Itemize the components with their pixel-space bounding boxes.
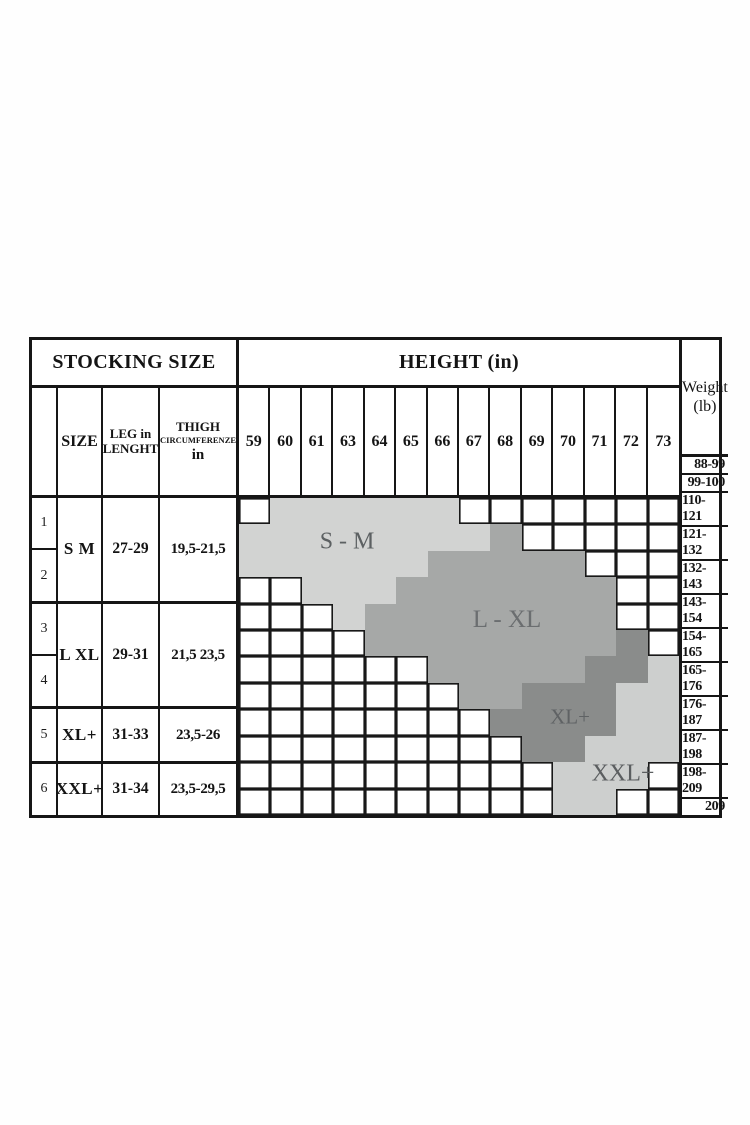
grid-cell (396, 762, 427, 788)
grid-cell (365, 789, 396, 815)
height-column-header: 59 (239, 388, 270, 495)
grid-cell (396, 551, 427, 577)
weight-cell: 110-121 (682, 493, 728, 527)
thigh-header-line2: CIRCUMFERENZE (160, 434, 237, 445)
grid-cell (616, 577, 647, 603)
grid-cell (616, 498, 647, 524)
grid-cell (239, 656, 270, 682)
size-group-rows (32, 495, 236, 815)
grid-cell (302, 630, 333, 656)
leg-length-cell: 27-29 (103, 498, 160, 601)
grid-cell (365, 762, 396, 788)
thigh-header-line3: in (191, 446, 205, 463)
grid-cell (365, 630, 396, 656)
thigh-header-line1: THIGH (175, 419, 221, 435)
weight-cell: 99-100 (682, 475, 728, 493)
grid-cell (302, 604, 333, 630)
grid-cell (428, 498, 459, 524)
grid-cell (490, 630, 521, 656)
weight-cell: 209 (705, 799, 725, 814)
grid-cell (553, 577, 584, 603)
row-number-cell: 5 (40, 727, 48, 742)
grid-cell (522, 577, 553, 603)
size-group-row (32, 764, 236, 815)
weight-cell: 165-176 (682, 663, 728, 697)
grid-cell (490, 762, 521, 788)
weight-cell: 121-132 (682, 527, 728, 561)
grid-cell (648, 604, 679, 630)
height-column-headers (239, 388, 679, 495)
leg-length-cell: 31-34 (103, 764, 160, 815)
grid-cell (490, 551, 521, 577)
weight-cell: 143-154 (682, 595, 728, 629)
height-column-header: 69 (522, 388, 553, 495)
grid-cell (490, 524, 521, 550)
grid-cell (616, 604, 647, 630)
grid-cell (459, 656, 490, 682)
grid-cell (270, 762, 301, 788)
row-number-cells (32, 604, 58, 707)
grid-cell (239, 762, 270, 788)
grid-cell (522, 524, 553, 550)
grid-cell (522, 656, 553, 682)
grid-cell (428, 736, 459, 762)
grid-cell (333, 577, 364, 603)
grid-cell (459, 524, 490, 550)
weight-cell: 187-198 (682, 731, 728, 765)
weight-cell: 176-187 (682, 697, 728, 731)
grid-cell (585, 736, 616, 762)
grid-cell (302, 577, 333, 603)
grid-cell (616, 789, 647, 815)
grid-cell (553, 604, 584, 630)
grid-cell (396, 683, 427, 709)
grid-cell (648, 683, 679, 709)
grid-cell (428, 604, 459, 630)
size-column-header: SIZE (58, 388, 103, 495)
height-header: HEIGHT (in) (239, 340, 679, 388)
height-column-header: 66 (428, 388, 459, 495)
grid-cell (302, 762, 333, 788)
grid-cell (396, 789, 427, 815)
leg-length-column-header (103, 388, 160, 495)
grid-cell (365, 498, 396, 524)
grid-cell (459, 789, 490, 815)
grid-cell (333, 709, 364, 735)
grid-cell (585, 524, 616, 550)
stocking-size-header: STOCKING SIZE (32, 340, 236, 388)
region-label-xxl: XXL+ (591, 760, 655, 787)
left-subheader-row (32, 388, 236, 495)
grid-cell (490, 789, 521, 815)
height-column-header: 71 (585, 388, 616, 495)
grid-cell (616, 683, 647, 709)
thigh-circumference-column-header (160, 388, 236, 495)
height-column-header: 60 (270, 388, 301, 495)
grid-cell (648, 498, 679, 524)
grid-cell (585, 604, 616, 630)
grid-cell (553, 736, 584, 762)
grid-cell (490, 577, 521, 603)
size-group-row (32, 498, 236, 604)
grid-cell (396, 736, 427, 762)
grid-cell (522, 683, 553, 709)
grid-cell (365, 709, 396, 735)
grid-cell (396, 656, 427, 682)
grid-cell (616, 709, 647, 735)
grid-cell (396, 498, 427, 524)
height-section (236, 340, 682, 815)
grid-cell (585, 498, 616, 524)
grid-cell (585, 789, 616, 815)
height-column-header: 65 (396, 388, 427, 495)
weight-header (682, 340, 728, 457)
grid-cell (333, 789, 364, 815)
grid-cell (365, 656, 396, 682)
grid-cell (270, 736, 301, 762)
stocking-size-section (32, 340, 236, 815)
grid-cell (648, 524, 679, 550)
grid-cell (648, 551, 679, 577)
grid-cell (648, 577, 679, 603)
grid-cell (522, 789, 553, 815)
thigh-circumference-cell: 23,5-29,5 (170, 780, 226, 797)
grid-cell (459, 577, 490, 603)
weight-header-line1: Weight (682, 378, 728, 396)
grid-cell (616, 656, 647, 682)
grid-cell (428, 709, 459, 735)
grid-cell (490, 736, 521, 762)
region-label-l-xl: L - XL (472, 606, 542, 633)
grid-cell (459, 630, 490, 656)
grid-cell (616, 551, 647, 577)
grid-cell (396, 709, 427, 735)
region-label-s-m: S - M (319, 528, 375, 555)
grid-cell (239, 551, 270, 577)
grid-cell (270, 498, 301, 524)
grid-cell (239, 577, 270, 603)
leg-header-line2: LENGHT (102, 440, 159, 456)
grid-cell (333, 736, 364, 762)
row-number-column-header (32, 388, 58, 495)
grid-cell (239, 524, 270, 550)
row-number-cell: 1 (32, 498, 56, 550)
weight-cell: 198-209 (682, 765, 728, 799)
size-cell: XXL+ (58, 764, 103, 815)
grid-cell (585, 551, 616, 577)
row-number-cells (32, 764, 58, 815)
grid-cell (302, 498, 333, 524)
weight-cell: 132-143 (682, 561, 728, 595)
grid-cell (270, 577, 301, 603)
grid-cell (270, 551, 301, 577)
leg-header-line1: LEG in (109, 425, 152, 441)
grid-cell (522, 498, 553, 524)
grid-cell (333, 604, 364, 630)
grid-cell (428, 656, 459, 682)
row-number-cells (32, 498, 58, 601)
grid-cell (522, 709, 553, 735)
size-group-row (32, 604, 236, 710)
grid-cell (270, 630, 301, 656)
grid-cell (428, 789, 459, 815)
grid-cell (270, 524, 301, 550)
grid-cell (585, 630, 616, 656)
grid-cell (648, 630, 679, 656)
grid-cell (490, 498, 521, 524)
height-column-header: 63 (333, 388, 364, 495)
grid-cell (270, 683, 301, 709)
grid-cell (522, 736, 553, 762)
grid-cell (428, 683, 459, 709)
grid-cell (459, 709, 490, 735)
grid-cell (428, 577, 459, 603)
grid-cell (365, 736, 396, 762)
size-cell: L XL (58, 604, 103, 707)
size-chart-table (29, 337, 728, 818)
grid-cell (459, 736, 490, 762)
height-column-header: 64 (365, 388, 396, 495)
grid-cell (239, 630, 270, 656)
grid-cell (428, 630, 459, 656)
grid-cell (553, 762, 584, 788)
thigh-circumference-cell: 21,5 23,5 (171, 646, 225, 663)
grid-cell (239, 498, 270, 524)
grid-cell (396, 577, 427, 603)
grid-cell (553, 789, 584, 815)
grid-cell (396, 604, 427, 630)
grid-cell (365, 577, 396, 603)
grid-cell (459, 683, 490, 709)
height-column-header: 61 (302, 388, 333, 495)
grid-cell (239, 789, 270, 815)
height-column-header: 73 (655, 432, 672, 450)
grid-cell (490, 709, 521, 735)
grid-cell (490, 683, 521, 709)
grid-cell (365, 604, 396, 630)
weight-cell: 154-165 (682, 629, 728, 663)
grid-cell (239, 709, 270, 735)
grid-cell (616, 524, 647, 550)
grid-cell (270, 709, 301, 735)
grid-cell (239, 683, 270, 709)
row-number-cells (32, 709, 58, 760)
grid-cell (270, 656, 301, 682)
grid-cell (365, 683, 396, 709)
leg-length-cell: 31-33 (103, 709, 160, 760)
grid-cell (302, 656, 333, 682)
grid-cell (648, 789, 679, 815)
weight-cell: 88-99 (682, 457, 728, 475)
grid-cell (648, 709, 679, 735)
size-cell: S M (58, 498, 103, 601)
grid-cell (553, 551, 584, 577)
size-selection-grid (239, 495, 679, 815)
grid-cell (428, 551, 459, 577)
thigh-circumference-cell: 19,5-21,5 (170, 540, 226, 557)
weight-section (682, 340, 728, 815)
grid-cell (522, 762, 553, 788)
grid-cell (239, 736, 270, 762)
grid-cell (333, 656, 364, 682)
grid-cell (648, 656, 679, 682)
row-number-cell: 6 (40, 781, 48, 797)
grid-cell (302, 709, 333, 735)
grid-cell (522, 630, 553, 656)
height-column-header: 68 (490, 388, 521, 495)
height-column-header: 72 (616, 388, 647, 495)
grid-cell (553, 656, 584, 682)
grid-cell (553, 524, 584, 550)
grid-cell (459, 551, 490, 577)
grid-cell (333, 630, 364, 656)
grid-cell (239, 604, 270, 630)
region-label-xl: XL+ (550, 704, 590, 729)
height-column-header: 70 (553, 388, 584, 495)
grid-cell (616, 736, 647, 762)
grid-cell (333, 762, 364, 788)
grid-cell (396, 630, 427, 656)
grid-cell (585, 577, 616, 603)
row-number-cell: 4 (40, 673, 48, 689)
leg-length-cell: 29-31 (103, 604, 160, 707)
thigh-circumference-cell: 23,5-26 (175, 726, 221, 743)
grid-cell (270, 789, 301, 815)
height-column-header: 67 (459, 388, 490, 495)
grid-cell (428, 524, 459, 550)
weight-header-line2: (lb) (693, 398, 717, 415)
grid-cell (302, 736, 333, 762)
grid-cell (302, 789, 333, 815)
grid-cell (553, 498, 584, 524)
grid-cell (616, 630, 647, 656)
grid-cell (490, 656, 521, 682)
grid-cell (459, 762, 490, 788)
grid-cell (270, 604, 301, 630)
size-cell: XL+ (58, 709, 103, 760)
size-group-row (32, 709, 236, 763)
grid-cell (553, 630, 584, 656)
grid-cell (459, 498, 490, 524)
grid-cell (585, 656, 616, 682)
grid-cell (648, 736, 679, 762)
grid-cell (302, 683, 333, 709)
grid-cell (333, 498, 364, 524)
grid-cell (333, 683, 364, 709)
weight-column (682, 457, 728, 815)
grid-cell (396, 524, 427, 550)
grid-cell (522, 551, 553, 577)
grid-cell (428, 762, 459, 788)
row-number-cell: 3 (32, 604, 56, 656)
row-number-cell: 2 (40, 567, 48, 583)
